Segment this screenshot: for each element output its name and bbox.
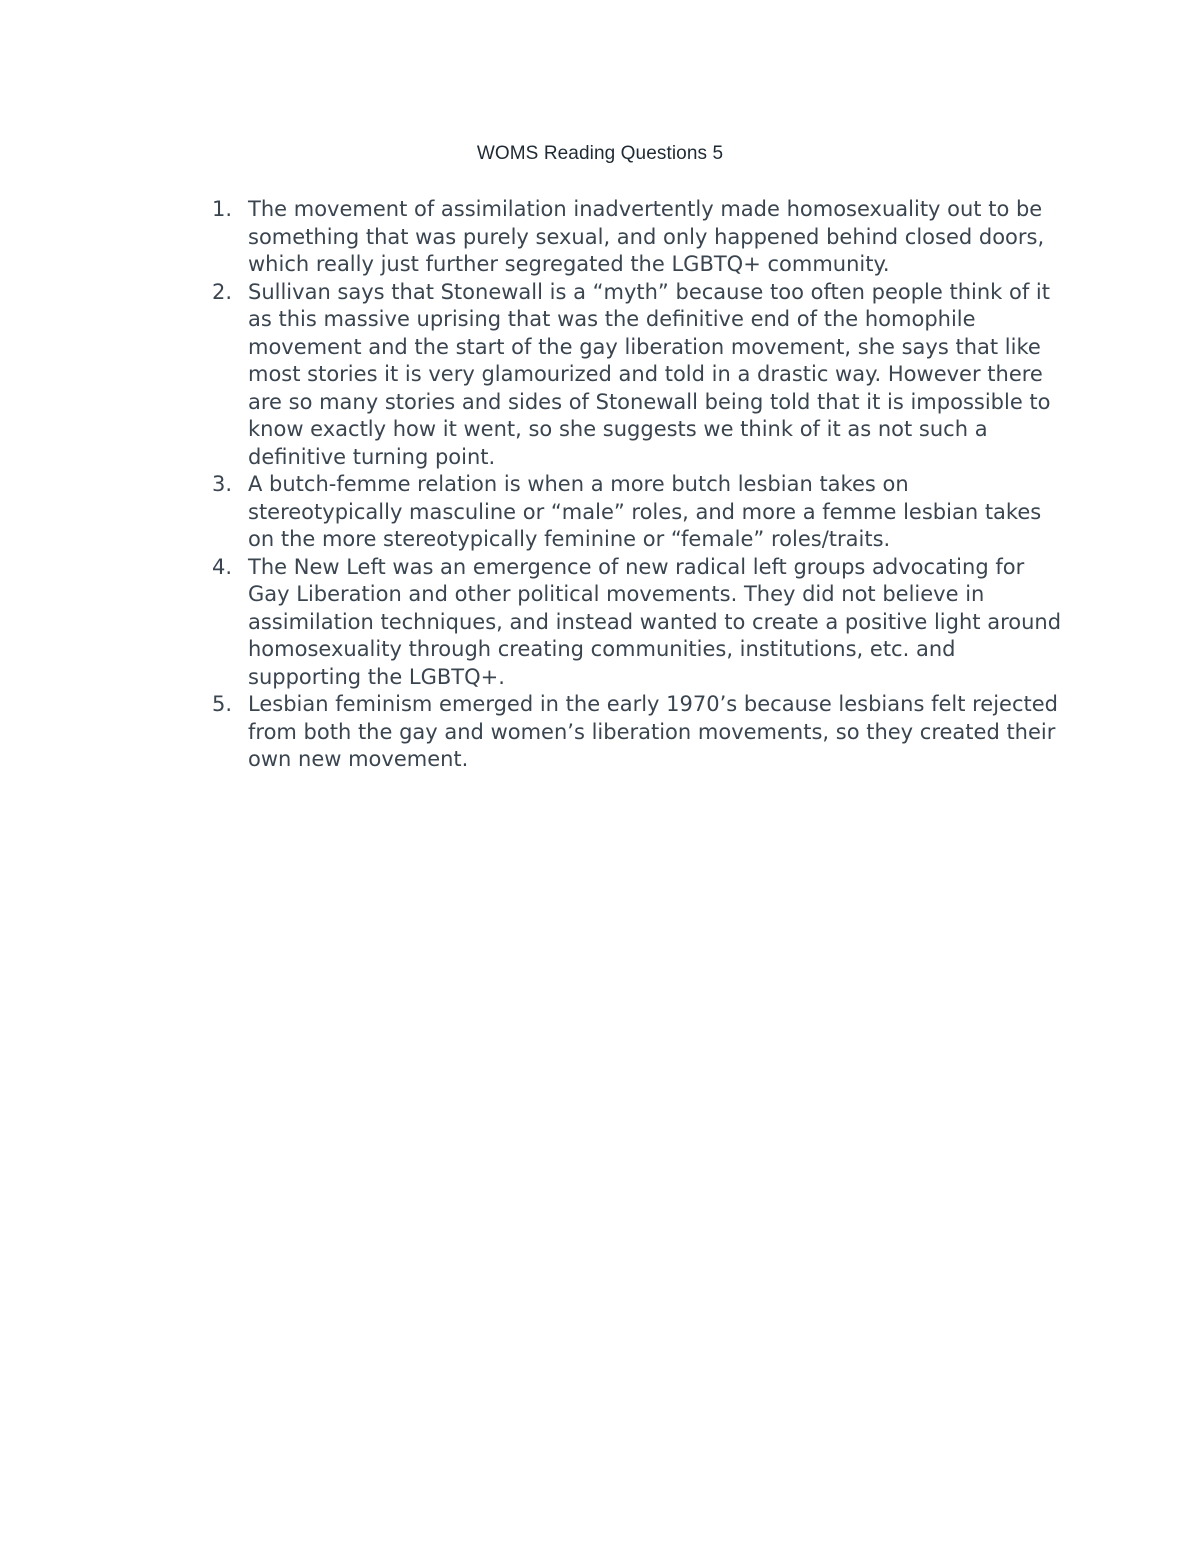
list-item-text: Sullivan says that Stonewall is a “myth” because too often people think of it as this massive uprising that was the definitive end of the homophile movement and the start of the gay liberation movement, she says that like most stories it is very glamourized and told in a drastic way. However there are so many stories and sides of Stonewall being told that it is impossible to know exactly how it went, so she suggests we think of it as not such a definitive turning point. bbox=[248, 279, 1051, 469]
list-item bbox=[207, 471, 1067, 554]
list-item bbox=[207, 691, 1067, 774]
list-item-number: 1. bbox=[212, 197, 233, 221]
list-item-text: The New Left was an emergence of new radical left groups advocating for Gay Liberation and other political movements. They did not believe in assimilation techniques, and instead wanted to create a positive light around homosexuality through creating communities, institutions, etc. and supporting the LGBTQ+. bbox=[248, 554, 1062, 689]
list-item-number: 3. bbox=[212, 472, 233, 496]
list-item-text: Lesbian feminism emerged in the early 1970’s because lesbians felt rejected from both the gay and women’s liberation movements, so they created their own new movement. bbox=[248, 692, 1058, 771]
list-item-number: 5. bbox=[212, 692, 233, 716]
list-item-text: The movement of assimilation inadvertently made homosexuality out to be something that was purely sexual, and only happened behind closed doors, which really just further segregated the LGBTQ+ community. bbox=[248, 197, 1045, 276]
question-list bbox=[207, 196, 1067, 774]
list-item bbox=[207, 279, 1067, 472]
document-title: WOMS Reading Questions 5 bbox=[476, 143, 724, 164]
list-item-text: A butch-femme relation is when a more butch lesbian takes on stereotypically masculine or “male” roles, and more a femme lesbian takes on the more stereotypically feminine or “female” roles/traits. bbox=[248, 472, 1042, 551]
list-item bbox=[207, 554, 1067, 692]
list-item-number: 2. bbox=[212, 279, 233, 304]
list-item bbox=[207, 196, 1067, 279]
list-item-number: 4. bbox=[212, 554, 233, 579]
